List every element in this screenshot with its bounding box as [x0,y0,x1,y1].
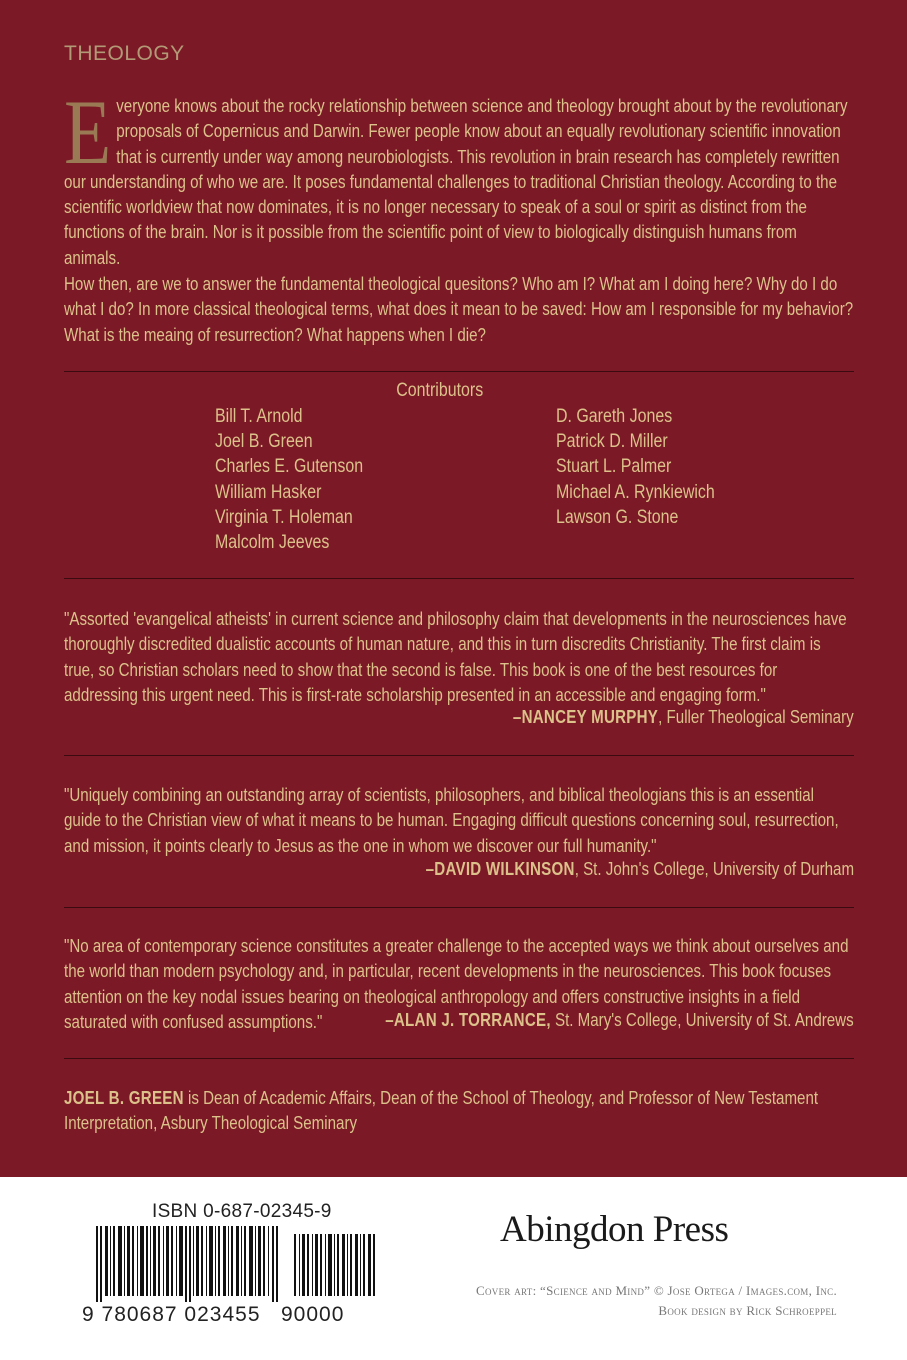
publisher-logo: Abingdon Press [500,1209,729,1250]
contributor-name: Malcolm Jeeves [215,532,330,554]
contributors-right-column [556,404,715,530]
contributor-name: D. Gareth Jones [556,406,673,427]
contributor-name: Stuart L. Palmer [556,456,672,478]
divider [64,578,854,579]
category-label: THEOLOGY [64,42,185,65]
isbn-label: ISBN 0-687-02345-9 [152,1201,332,1222]
endorsement-quote: "No area of contemporary science constitutes a greater challenge to the accepted ways we think about ourselves and the world than modern psychology and, in particular, recent developments in the neurosciences. This book focuses attention on the key nodal issues bearing on theological anthropology and offers constructive insights in a field saturated with confused assumptions." [64,936,849,1032]
contributor-name: Lawson G. Stone [556,506,679,528]
endorsement-quote: "Assorted 'evangelical atheists' in current science and philosophy claim that developments in the neurosciences have thoroughly discredited dualistic accounts of human nature, and this in turn discredits Christianity. The first claim is true, so Christian scholars need to show that the second is false. This book is one of the best resources for addressing this urgent need. This is first-rate scholarship presented in an accessible and engaging form." [64,609,847,705]
intro-paragraph [64,81,854,271]
contributor-name: Charles E. Gutenson [215,456,364,478]
endorser-name: –DAVID WILKINSON [425,859,575,879]
contributor-name: William Hasker [215,481,322,503]
contributors-heading: Contributors [396,380,484,401]
design-credit: Book design by Rick Schroeppel [658,1303,837,1318]
endorsement-attribution [344,859,854,880]
barcode-icon [96,1226,380,1302]
endorser-affiliation: St. Mary's College, University of St. Andrews [551,1010,854,1030]
contributors-left-column [215,404,363,555]
endorser-affiliation: , Fuller Theological Seminary [658,707,854,727]
divider [64,371,854,372]
endorsement-attribution [296,1010,854,1031]
author-name: JOEL B. GREEN [64,1088,184,1108]
endorser-name: –ALAN J. TORRANCE, [385,1010,552,1030]
questions-paragraph: How then, are we to answer the fundamental theological quesitons? Who am I? What am I doing here? Why do I do what I do? In more classical theological terms, what does it mean to be saved: How am I responsible for my behavior? What is the meaing of resurrection? What happens when I die? [64,274,854,345]
drop-cap: E [64,81,112,183]
divider [64,1058,854,1059]
contributor-name: Bill T. Arnold [215,406,303,427]
divider [64,907,854,908]
contributor-name: Joel B. Green [215,431,313,453]
endorsement-quote: "Uniquely combining an outstanding array of scientists, philosophers, and biblical theologians this is an essential guide to the Christian view of what it means to be human. Engaging difficult questions concerning soul, resurrection, and mission, it points clearly to Jesus as the one in whom we discover our full humanity." [64,785,839,856]
contributor-name: Patrick D. Miller [556,431,668,453]
contributor-name: Michael A. Rynkiewich [556,481,715,503]
contributor-name: Virginia T. Holeman [215,506,353,528]
barcode-number: 9 780687 023455 90000 [82,1303,345,1326]
endorser-name: –NANCEY MURPHY [513,707,659,727]
endorsement-attribution [448,707,854,728]
cover-art-credit: Cover art: “Science and Mind” © Jose Ortega / Images.com, Inc. [476,1283,837,1298]
author-bio [64,1086,854,1137]
endorser-affiliation: , St. John's College, University of Durham [574,859,854,879]
intro-text: veryone knows about the rocky relationship between science and theology brought about by the revolutionary proposals of Copernicus and Darwin. Fewer people know about an equally revolutionary scientific innovation that is currently under way among neurobiologists. This revolution in brain research has completely rewritten our understanding of who we are. It poses fundamental challenges to traditional Christian theology. According to the scientific worldview that now dominates, it is no longer necessary to speak of a soul or spirit as distinct from the functions of the brain. Nor is it possible from the scientific point of view to biologically distinguish humans from animals. [64,96,848,268]
author-bio-text: is Dean of Academic Affairs, Dean of the School of Theology, and Professor of New Testament Interpretation, Asbury Theological Seminary [64,1088,819,1134]
divider [64,755,854,756]
